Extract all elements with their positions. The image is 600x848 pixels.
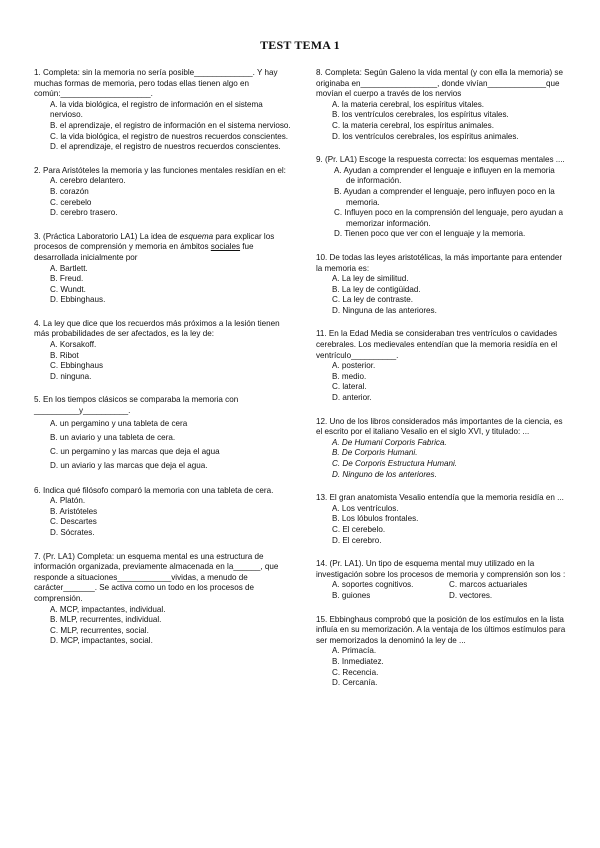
option-a: A. Korsakoff. [50, 340, 97, 350]
question-text-part: 3. (Práctica Laboratorio LA1) La idea de [34, 231, 180, 241]
question-6 [34, 486, 296, 539]
question-text-part: fue desarrollada inicialmente por [34, 242, 254, 262]
question-15 [316, 615, 566, 689]
option-d: D. Sócrates. [50, 528, 95, 537]
right-column [316, 68, 566, 702]
option-a: A. Bartlett. [50, 263, 88, 273]
option-a: A. Los ventrículos. [332, 503, 399, 513]
option-b: B. Ayudan a comprender el lenguaje, pero influyen poco en la memoria. [334, 186, 555, 207]
question-text: 8. Completa: Según Galeno la vida mental (y con ella la memoria) se originaba en_________________, donde vivían_____________que movían el cuerpo a través de los nervios [316, 68, 563, 99]
option-a: A. posterior. [332, 361, 376, 371]
question-text: 15. Ebbinghaus comprobó que la posición de los estímulos en la lista influía en su memorización. A la ventaja de los últimos estímulos para ser memorizados la denominó la ley de ... [316, 614, 566, 645]
question-text: 12. Uno de los libros considerados más importantes de la ciencia, es el escrito por el italiano Vesalio en el siglo XVI, y titulado: ... [316, 416, 563, 437]
option-c: C. El cerebelo. [332, 524, 386, 534]
question-text: 5. En los tiempos clásicos se comparaba la memoria con __________y__________. [34, 395, 239, 416]
option-a: A. un pergamino y una tableta de cera [50, 418, 188, 428]
option-d: D. los ventrículos cerebrales, los espíritus animales. [332, 131, 519, 141]
option-b: B. MLP, recurrentes, individual. [50, 615, 162, 625]
question-3 [34, 232, 296, 306]
option-d: D. ninguna. [50, 371, 92, 381]
option-c: C. MLP, recurrentes, social. [50, 625, 149, 635]
option-a: A. Primacía. [332, 646, 377, 656]
left-column [34, 68, 296, 660]
question-4 [34, 319, 296, 383]
option-b: B. guiones [332, 590, 371, 600]
question-text: 9. (Pr. LA1) Escoge la respuesta correcta: los esquemas mentales .... [316, 155, 565, 165]
question-2 [34, 166, 296, 219]
question-14 [316, 559, 566, 601]
option-a: A. Platón. [50, 496, 86, 506]
option-a: A. cerebro delantero. [50, 176, 126, 186]
page-title: TEST TEMA 1 [260, 38, 340, 52]
option-b: B. Aristóteles [50, 506, 98, 516]
option-d: D. cerebro trasero. [50, 208, 118, 218]
option-b: B. La ley de contigüidad. [332, 284, 421, 294]
option-b: B. el aprendizaje, el registro de información en el sistema nervioso. [50, 120, 291, 130]
option-b: B. un aviario y una tableta de cera. [50, 432, 176, 442]
question-text: 10. De todas las leyes aristotélicas, la más importante para entender la memoria es: [316, 252, 563, 273]
option-b: B. Freud. [50, 274, 84, 284]
question-7 [34, 552, 296, 647]
option-d: D. anterior. [332, 393, 372, 403]
option-d: D. El cerebro. [332, 535, 382, 545]
question-12 [316, 417, 566, 481]
option-d: D. Ninguno de los anteriores. [332, 469, 437, 479]
question-text [34, 232, 296, 264]
option-c: C. De Corporis Estructura Humani. [332, 459, 458, 468]
question-text: 14. (Pr. LA1). Un tipo de esquema mental muy utilizado en la investigación sobre los procesos de memoria y comprensión son los : [316, 559, 566, 579]
question-text: 11. En la Edad Media se consideraban tres ventrículos o cavidades cerebrales. Los medievales entendían que la memoria residía en el ventrículo__________. [316, 329, 558, 360]
question-1 [34, 68, 296, 153]
question-8 [316, 68, 566, 142]
option-d: D. el aprendizaje, el registro de nuestros recuerdos conscientes. [50, 142, 281, 152]
option-a: A. De Humani Corporis Fabrica. [332, 437, 447, 447]
option-c: C. Wundt. [50, 284, 86, 294]
option-d: D. Ninguna de las anteriores. [332, 305, 437, 315]
option-a: A. la vida biológica, el registro de información en el sistema nervioso. [50, 99, 263, 120]
option-c: C. Influyen poco en la comprensión del lenguaje, pero ayudan a memorizar información. [334, 208, 564, 228]
question-text-italic: esquema [179, 231, 214, 241]
option-c: C. marcos actuariales [449, 580, 528, 590]
option-c: C. Descartes [50, 517, 97, 527]
question-text: 4. La ley que dice que los recuerdos más próximos a la lesión tienen más probabilidades de ser afectados, es la ley de: [34, 318, 280, 339]
question-5 [34, 395, 296, 472]
question-text: 6. Indica qué filósofo comparó la memoria con una tableta de cera. [34, 485, 274, 495]
option-b: B. Ribot [50, 350, 79, 360]
option-a: A. MCP, impactantes, individual. [50, 604, 166, 614]
question-text: 1. Completa: sin la memoria no sería posible_____________. Y hay muchas formas de memoria, pero todas ellas tienen algo en común:____________________. [34, 68, 278, 99]
option-c: C. la materia cerebral, los espíritus animales. [332, 120, 494, 130]
option-b: B. Los lóbulos frontales. [332, 514, 419, 524]
option-b: B. Inmediatez. [332, 656, 384, 666]
option-d: D. Ebbinghaus. [50, 295, 106, 305]
option-a: A. la materia cerebral, los espíritus vitales. [332, 99, 485, 109]
option-c: C. un pergamino y las marcas que deja el agua [50, 446, 220, 456]
option-b: B. los ventrículos cerebrales, los espíritus vitales. [332, 110, 509, 120]
option-a: A. soportes cognitivos. [332, 580, 414, 590]
question-text: 2. Para Aristóteles la memoria y las funciones mentales residían en el: [34, 165, 286, 175]
question-text-underline: sociales [210, 242, 241, 252]
option-c: C. Ebbinghaus [50, 361, 104, 371]
option-c: C. la vida biológica, el registro de nuestros recuerdos conscientes. [50, 131, 288, 141]
option-d: D. MCP, impactantes, social. [50, 636, 153, 646]
option-d: D. Cercanía. [332, 678, 378, 688]
question-text: 7. (Pr. LA1) Completa: un esquema mental es una estructura de información organizada, previamente almacenada en la______, que responde a situaciones____________vividas, a menudo de carácter_______. Se activa como un todo en los procesos de comprensión. [34, 551, 279, 603]
option-b: B. corazón [50, 186, 89, 196]
option-a: A. La ley de similitud. [332, 274, 409, 284]
options-grid [316, 580, 566, 601]
question-text: 13. El gran anatomista Vesalio entendía que la memoria residía en ... [316, 493, 564, 503]
question-9 [316, 155, 566, 240]
question-13 [316, 493, 566, 546]
option-c: C. lateral. [332, 382, 367, 392]
question-10 [316, 253, 566, 317]
question-11 [316, 329, 566, 403]
option-b: B. medio. [332, 371, 367, 381]
option-c: C. cerebelo [50, 197, 92, 207]
option-c: C. Recencia. [332, 667, 379, 677]
question-text-part: para explicar los procesos de comprensión y memoria en ámbitos [34, 231, 275, 252]
option-d: D. vectores. [449, 590, 493, 600]
option-c: C. La ley de contraste. [332, 295, 413, 305]
option-d: D. Tienen poco que ver con el lenguaje y la memoria. [334, 229, 526, 239]
option-b: B. De Corporis Humani. [332, 448, 418, 458]
option-a: A. Ayudan a comprender el lenguaje e influyen en la memoria de información. [334, 165, 555, 186]
option-d: D. un aviario y las marcas que deja el agua. [50, 460, 208, 470]
